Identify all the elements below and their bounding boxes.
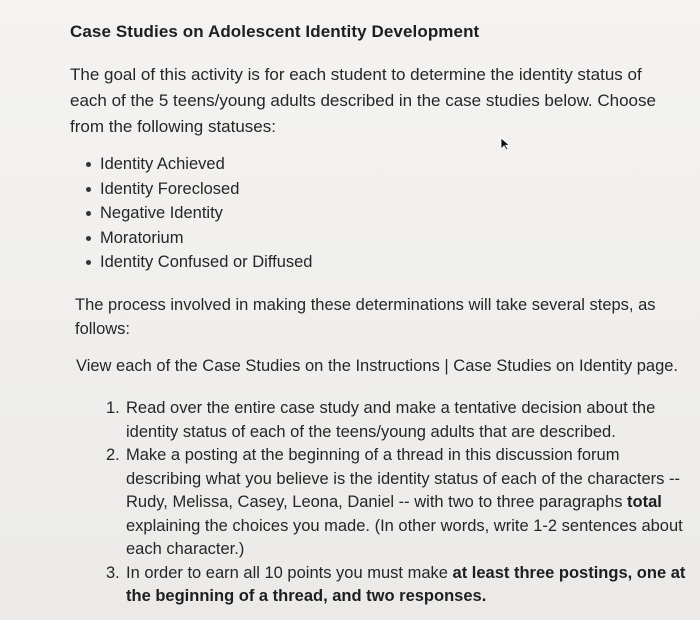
list-item	[106, 562, 686, 609]
mouse-pointer-icon	[499, 137, 513, 151]
bullet-icon	[86, 211, 91, 216]
list-item	[70, 152, 313, 177]
status-label: Moratorium	[100, 228, 184, 247]
step-number: 3.	[106, 563, 120, 582]
list-item	[70, 177, 313, 202]
status-label: Negative Identity	[100, 204, 223, 222]
intro-paragraph: The goal of this activity is for each student to determine the identity status of each of the 5 teens/young adults described in the case studies below. Choose from the following statuses:	[70, 65, 656, 136]
status-label: Identity Achieved	[100, 155, 225, 173]
list-item	[70, 201, 313, 226]
view-instruction: View each of the Case Studies on the Instructions | Case Studies on Identity page.	[76, 357, 679, 375]
step-number: 2.	[106, 446, 120, 464]
bullet-icon	[86, 260, 91, 265]
step-text: In order to earn all 10 points you must make	[126, 563, 453, 582]
list-item	[106, 397, 686, 444]
bullet-icon	[86, 236, 91, 241]
steps-list	[106, 397, 686, 609]
process-paragraph: The process involved in making these determinations will take several steps, as follows:	[75, 296, 656, 338]
list-item	[70, 250, 313, 275]
step-number: 1.	[106, 399, 120, 417]
step-text: Make a posting at the beginning of a thread in this discussion forum describing what you believe is the identity status of each of the characters -- Rudy, Melissa, Casey, Leona, Daniel -- with two to three paragraphs	[126, 446, 680, 511]
list-item	[106, 444, 686, 562]
page-title: Case Studies on Adolescent Identity Development	[70, 22, 480, 41]
bullet-icon	[86, 162, 91, 167]
status-label: Identity Confused or Diffused	[100, 253, 313, 271]
bullet-icon	[86, 187, 91, 192]
step-text: explaining the choices you made. (In other words, write 1-2 sentences about each character.)	[126, 516, 683, 558]
step-emphasis: total	[627, 493, 662, 511]
status-list	[70, 152, 313, 275]
step-emphasis: at least three postings, one at the beginning of a thread, and two responses.	[126, 563, 686, 605]
list-item	[70, 226, 313, 251]
step-text: Read over the entire case study and make a tentative decision about the identity status of each of the teens/young adults that are described.	[126, 399, 656, 441]
status-label: Identity Foreclosed	[100, 179, 240, 198]
